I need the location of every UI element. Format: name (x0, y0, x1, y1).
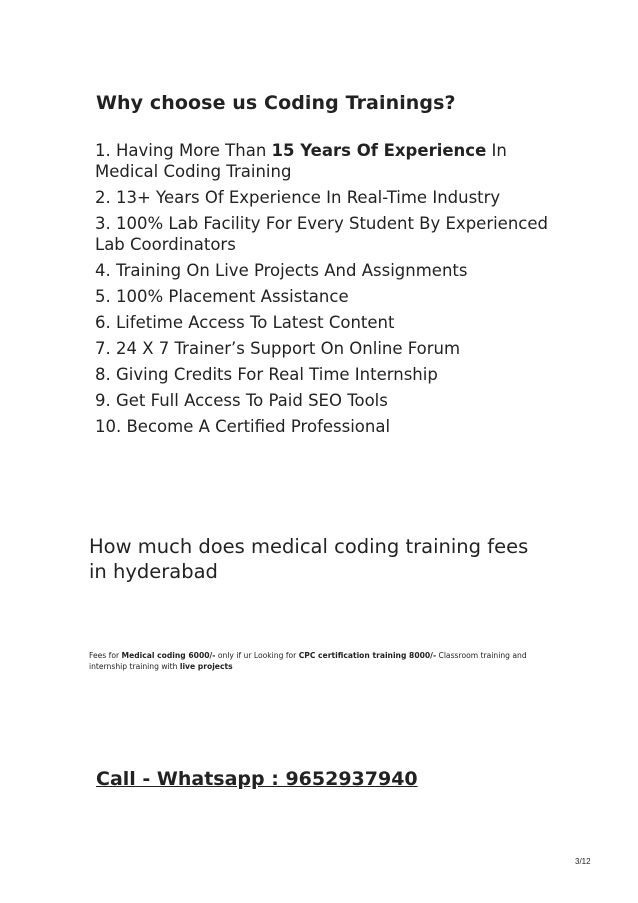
fees-cpc-price: CPC certification training 8000/- (298, 651, 437, 660)
list-item (95, 416, 565, 437)
fees-text-segment: only if ur Looking for (215, 651, 299, 660)
list-item-text: 5. 100% Placement Assistance (95, 287, 349, 306)
list-item (95, 364, 565, 385)
list-item (95, 390, 565, 411)
list-item-text: In Medical Coding Training (95, 141, 507, 181)
benefits-list (95, 140, 565, 442)
list-item (95, 286, 565, 307)
list-item-text: 7. 24 X 7 Trainer’s Support On Online Forum (95, 339, 461, 358)
list-item-text: 1. Having More Than (95, 141, 272, 160)
fees-medical-coding-price: Medical coding 6000/- (121, 651, 216, 660)
list-item-text: 10. Become A Certified Professional (95, 417, 391, 436)
list-item (95, 260, 565, 281)
list-item-text: 2. 13+ Years Of Experience In Real-Time Industry (95, 188, 501, 207)
fees-text-segment: Classroom training and internship training with (89, 651, 527, 671)
list-item (95, 338, 565, 359)
call-whatsapp-link[interactable]: Call - Whatsapp : 9652937940 (96, 768, 418, 790)
list-item (95, 140, 565, 182)
list-item (95, 187, 565, 208)
fees-paragraph (89, 650, 559, 672)
fees-live-projects: live projects (179, 662, 233, 671)
list-item-text: 9. Get Full Access To Paid SEO Tools (95, 391, 388, 410)
page-number: 3/12 (575, 857, 591, 866)
list-item-text: 8. Giving Credits For Real Time Internship (95, 365, 438, 384)
fees-text-segment: Fees for (89, 651, 122, 660)
list-item (95, 213, 565, 255)
fees-title: How much does medical coding training fees in hyderabad (89, 535, 529, 583)
list-item-text: 4. Training On Live Projects And Assignments (95, 261, 468, 280)
list-item-text: 6. Lifetime Access To Latest Content (95, 313, 395, 332)
list-item-bold: 15 Years Of Experience (271, 141, 487, 160)
list-item (95, 312, 565, 333)
list-item-text: 3. 100% Lab Facility For Every Student By Experienced Lab Coordinators (95, 214, 548, 254)
section-heading: Why choose us Coding Trainings? (96, 92, 456, 114)
